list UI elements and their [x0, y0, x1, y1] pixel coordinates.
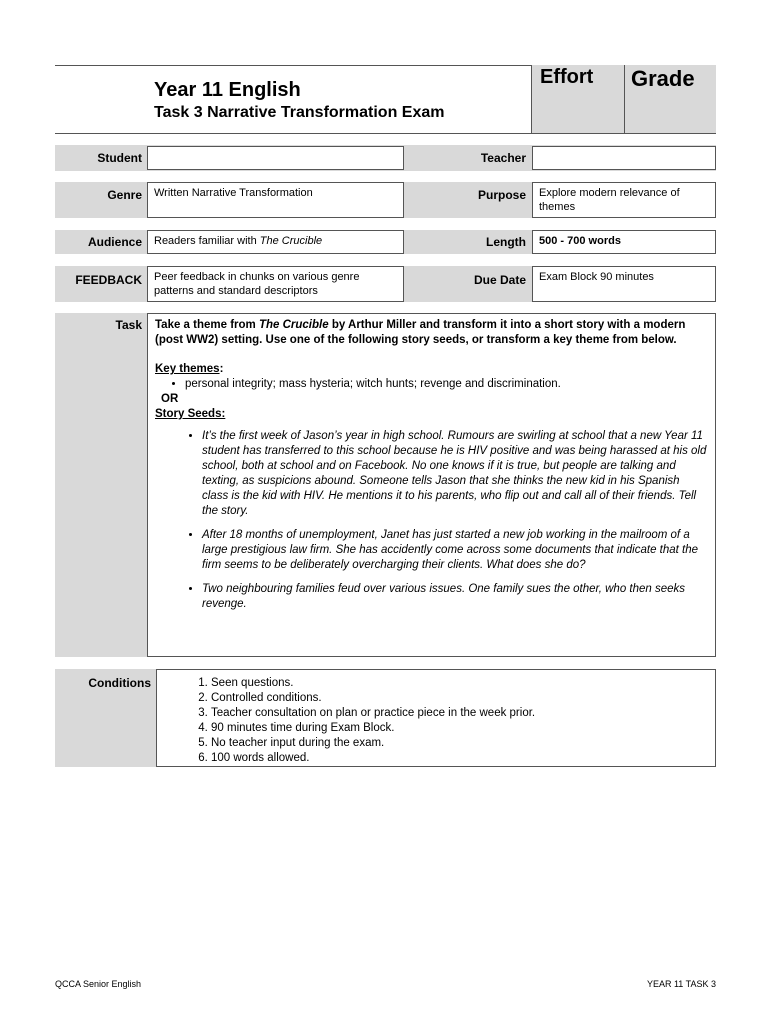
story-seeds-list — [155, 429, 707, 612]
condition-item: 4. 90 minutes time during Exam Block. — [211, 721, 715, 736]
key-themes-list — [155, 377, 707, 392]
page-title: Year 11 English — [154, 79, 301, 101]
story-seed-item: • Two neighbouring families feud over various issues. One family sues the other, who then seeks revenge. — [202, 582, 707, 612]
footer-right: YEAR 11 TASK 3 — [646, 979, 716, 989]
header-bottom-rule — [55, 133, 716, 134]
audience-label: Audience — [87, 235, 142, 249]
student-field[interactable] — [147, 146, 404, 170]
student-label: Student — [97, 151, 142, 165]
conditions-list — [157, 676, 715, 766]
due-date-label: Due Date — [473, 273, 526, 287]
genre-value: Written Narrative Transformation — [147, 182, 404, 218]
purpose-label: Purpose — [477, 188, 526, 202]
feedback-value: Peer feedback in chunks on various genre patterns and standard descriptors — [147, 266, 404, 302]
footer-left: QCCA Senior English — [55, 979, 142, 989]
length-label: Length — [486, 235, 526, 249]
grade-label: Grade — [631, 66, 695, 91]
story-seed-item: • After 18 months of unemployment, Janet has just started a new job working in the mailroom of a large prestigious law firm. She has accidently come across some documents that indicate that the firm seems to be deliberately overcharging their clients. What does she do? — [202, 528, 707, 573]
condition-item: 1. Seen questions. — [211, 676, 715, 691]
task-content — [147, 313, 716, 657]
condition-item: 3. Teacher consultation on plan or practice piece in the week prior. — [211, 706, 715, 721]
effort-grade-divider — [624, 65, 625, 133]
audience-value: Readers familiar with The Crucible — [147, 230, 404, 254]
condition-item: 2. Controlled conditions. — [211, 691, 715, 706]
condition-item: 5. No teacher input during the exam. — [211, 736, 715, 751]
story-seed-item: • It’s the first week of Jason’s year in high school. Rumours are swirling at school that a new Year 11 student has transferred to this school because he is HIV positive and was being harassed at his old school, both at school and on Facebook. No one knows if it is true, but people are talking and texting, as suspicions abound. Someone tells Jason that she thinks the new kid in his Spanish class is the kid with HIV. He mentions it to his parents, who flip out and call all of their friends. Tell the story. — [202, 429, 707, 519]
length-value: 500 - 700 words — [532, 230, 716, 254]
conditions-label: Conditions — [88, 676, 151, 690]
effort-left-border — [531, 65, 532, 133]
task-label: Task — [115, 318, 142, 332]
key-themes-item: • personal integrity; mass hysteria; witch hunts; revenge and discrimination. — [185, 377, 707, 392]
teacher-label: Teacher — [480, 151, 526, 165]
task-subtitle: Task 3 Narrative Transformation Exam — [154, 104, 445, 121]
conditions-content — [156, 669, 716, 767]
effort-label: Effort — [540, 66, 594, 88]
purpose-value: Explore modern relevance of themes — [532, 182, 716, 218]
condition-item: 6. 100 words allowed. — [211, 751, 715, 766]
or-text: OR — [161, 393, 179, 405]
key-themes-heading: Key themes: — [155, 363, 224, 375]
genre-label: Genre — [107, 188, 142, 202]
due-date-value: Exam Block 90 minutes — [532, 266, 716, 302]
task-intro: Take a theme from The Crucible by Arthur Miller and transform it into a short story with a modern (post WW2) setting. Use one of the following story seeds, or transform a key theme from below. — [155, 319, 686, 346]
feedback-label: FEEDBACK — [75, 273, 142, 287]
story-seeds-heading: Story Seeds: — [155, 408, 226, 420]
teacher-field[interactable] — [532, 146, 716, 170]
